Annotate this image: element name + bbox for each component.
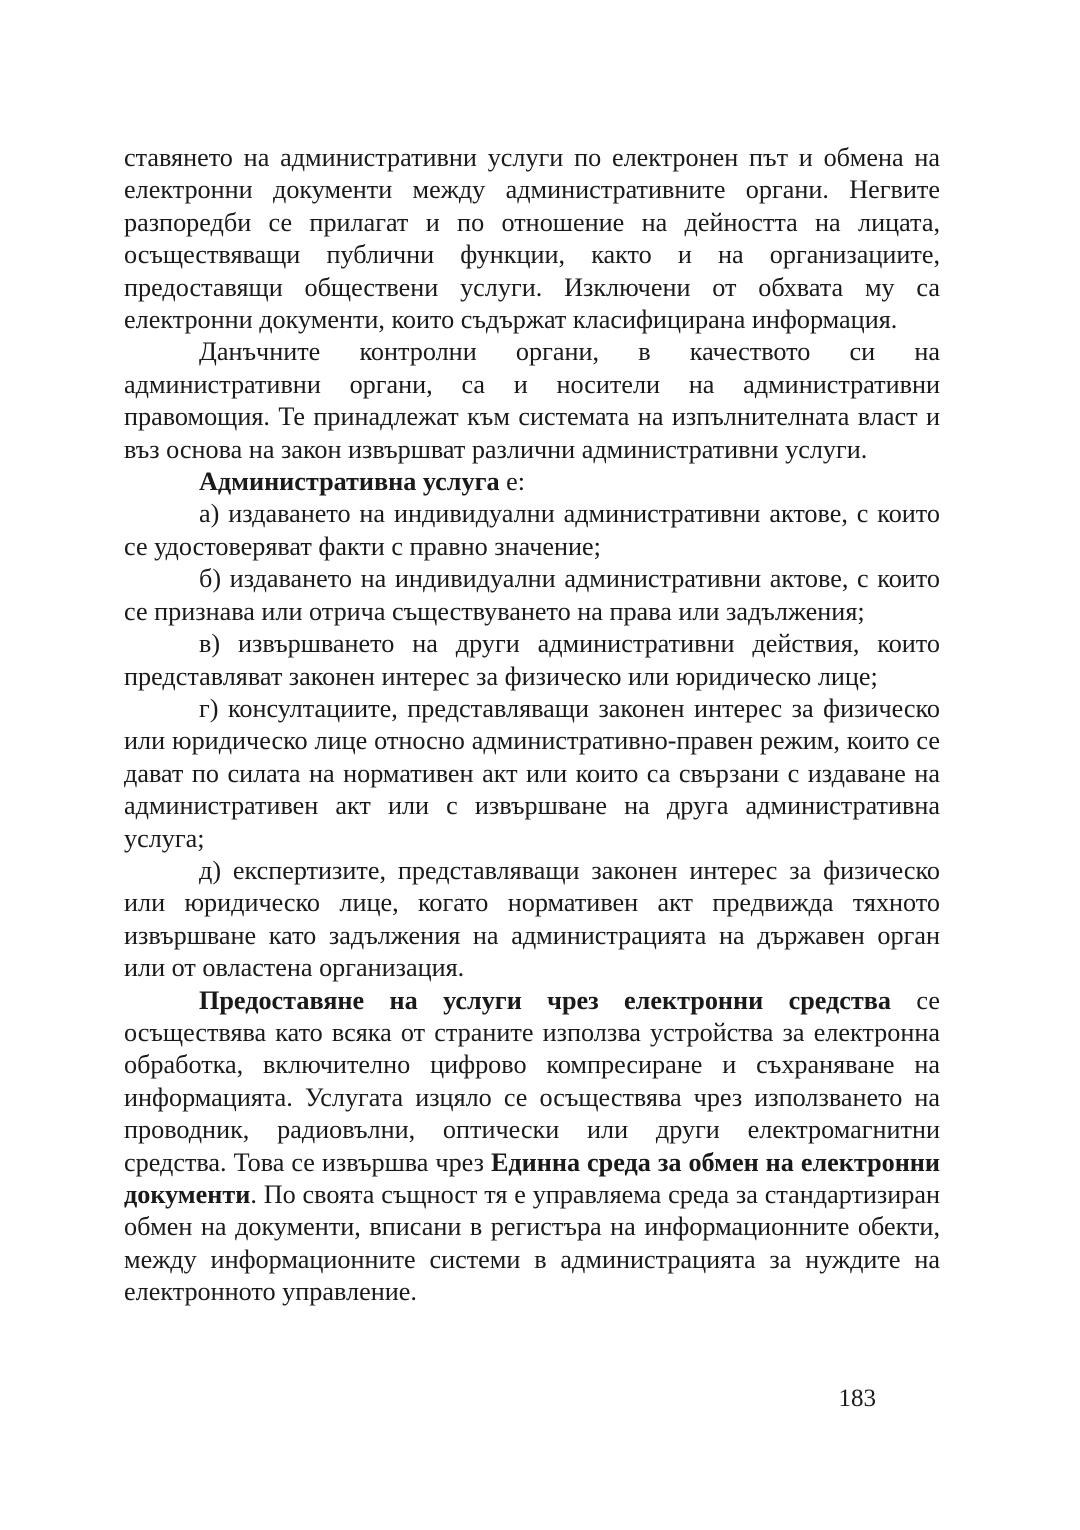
unified-environment-text: . По своята същност тя е управляема среда за стандартизиран обмен на документи, вписани в регистъра на информационните обекти, между информационните системи в администрацията за нуждите на електронното управление.	[124, 1180, 940, 1307]
paragraph-continuation: ставянето на административни услуги по електронен път и обмена на електронни документи между административните органи. Негвите разпоредби се прилагат и по отношение на дейността на лицата, осъществяващи публични функции, както и на организациите, предоставящи обществени услуги. Изключени от обхвата му са електронни документи, които съдържат класифицирана информация.	[124, 143, 940, 335]
list-item-v: в) извършването на други административни действия, които представляват законен интерес за физическо или юридическо лице;	[124, 629, 940, 691]
list-item-b: б) издаването на индивидуални административни актове, с които се признава или отрича съществуването на права или задължения;	[124, 564, 940, 626]
term-administrative-service: Административна услуга	[199, 467, 500, 497]
page-number: 183	[838, 1385, 876, 1412]
electronic-services-text: се осъществява като всяка от страните използва устройства за електронна обработка, включително цифрово компресиране и съхраняване на информацията. Услугата изцяло се осъществява чрез използването на проводник, радиовълни, оптически или други електромагнитни средства. Това се извършва чрез	[124, 985, 940, 1177]
list-item-g: г) консултациите, представляващи законен интерес за физическо или юридическо лице относно административно-правен режим, които се дават по силата на нормативен акт или които са свързани с издаване на административен акт или с извършване на друга административна услуга;	[124, 693, 940, 853]
paragraph-definition-intro	[124, 466, 940, 498]
definition-intro-tail: е:	[499, 467, 526, 497]
body-text	[124, 142, 940, 1309]
term-unified-environment: Единна среда за обмен на електронни документи	[124, 1147, 940, 1209]
list-item-d: д) експертизите, представляващи законен интерес за физическо или юридическо лице, когато нормативен акт предвижда тяхното извършване като задължения на администрацията на държавен орган или от овластена организация.	[124, 855, 940, 983]
paragraph-electronic-services	[124, 985, 940, 1309]
list-item-a: а) издаването на индивидуални административни актове, с които се удостоверяват факти с правно значение;	[124, 499, 940, 561]
term-electronic-services: Предоставяне на услуги чрез електронни средства	[199, 985, 892, 1015]
paragraph-tax-authorities: Данъчните контролни органи, в качеството си на административни органи, са и носители на административни правомощия. Те принадлежат към системата на изпълнителната власт и въз основа на закон извършват различни административни услуги.	[124, 337, 940, 464]
